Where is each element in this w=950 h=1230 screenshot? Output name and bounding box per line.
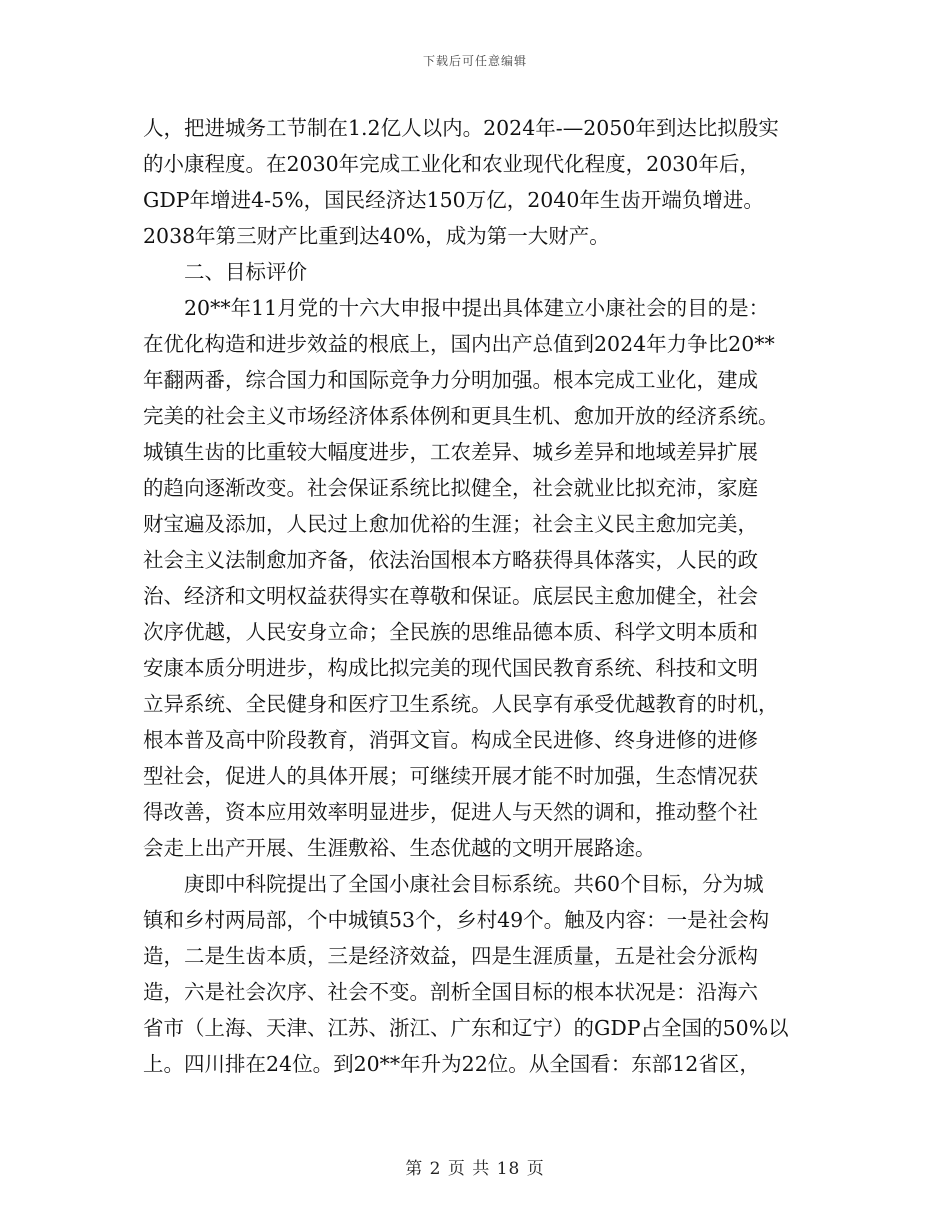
- text-line: 次序优越，人民安身立命；全民族的思维品德本质、科学文明本质和: [143, 620, 758, 644]
- text-line: 20**年11月党的十六大申报中提出具体建立小康社会的目的是：: [184, 296, 770, 320]
- text-line: 庚即中科院提出了全国小康社会目标系统。共60个目标，分为城: [184, 872, 764, 896]
- text-line: 社会主义法制愈加齐备，依法治国根本方略获得具体落实，人民的政: [143, 548, 758, 572]
- text-line: 根本普及高中阶段教育，消弭文盲。构成全民进修、终身进修的进修: [143, 728, 758, 752]
- text-line: 省市（上海、天津、江苏、浙江、广东和辽宁）的GDP占全国的50%以: [143, 1016, 789, 1040]
- text-line: 完美的社会主义市场经济体系体例和更具生机、愈加开放的经济系统。: [143, 404, 779, 428]
- text-line: 上。四川排在24位。到20**年升为22位。从全国看：东部12省区，: [143, 1052, 760, 1076]
- text-line: 二、目标评价: [184, 260, 307, 284]
- text-line: 年翻两番，综合国力和国际竞争力分明加强。根本完成工业化，建成: [143, 368, 758, 392]
- text-line: 会走上出产开展、生涯敷裕、生态优越的文明开展路途。: [143, 836, 656, 860]
- text-line: 得改善，资本应用效率明显进步，促进人与天然的调和，推动整个社: [143, 800, 758, 824]
- text-line: 型社会，促进人的具体开展；可继续开展才能不时加强，生态情况获: [143, 764, 758, 788]
- text-line: 造，六是社会次序、社会不变。剖析全国目标的根本状况是：沿海六: [143, 980, 758, 1004]
- text-line: 财宝遍及添加，人民过上愈加优裕的生涯；社会主义民主愈加完美，: [143, 512, 758, 536]
- text-line: 城镇生齿的比重较大幅度进步，工农差异、城乡差异和地域差异扩展: [143, 440, 758, 464]
- text-line: 治、经济和文明权益获得实在尊敬和保证。底层民主愈加健全，社会: [143, 584, 758, 608]
- text-line: 立异系统、全民健身和医疗卫生系统。人民享有承受优越教育的时机，: [143, 692, 779, 716]
- page-header: 下载后可任意编辑: [422, 54, 527, 68]
- text-line: 人，把进城务工节制在1.2亿人以内。2024年-—2050年到达比拟殷实: [143, 116, 779, 140]
- text-line: 的趋向逐渐改变。社会保证系统比拟健全，社会就业比拟充沛，家庭: [143, 476, 758, 500]
- text-line: 安康本质分明进步，构成比拟完美的现代国民教育系统、科技和文明: [143, 656, 758, 680]
- text-line: 2038年第三财产比重到达40%，成为第一大财产。: [143, 224, 610, 248]
- text-line: GDP年增进4-5%，国民经济达150万亿，2040年生齿开端负增进。: [143, 188, 764, 212]
- document-body: [143, 110, 808, 1082]
- page-footer: 第 2 页 共 18 页: [405, 1159, 545, 1179]
- text-line: 在优化构造和进步效益的根底上，国内出产总值到2024年力争比20**: [143, 332, 775, 356]
- text-line: 的小康程度。在2030年完成工业化和农业现代化程度，2030年后，: [143, 152, 760, 176]
- text-line: 造，二是生齿本质，三是经济效益，四是生涯质量，五是社会分派构: [143, 944, 758, 968]
- text-line: 镇和乡村两局部，个中城镇53个，乡村49个。触及内容：一是社会构: [143, 908, 770, 932]
